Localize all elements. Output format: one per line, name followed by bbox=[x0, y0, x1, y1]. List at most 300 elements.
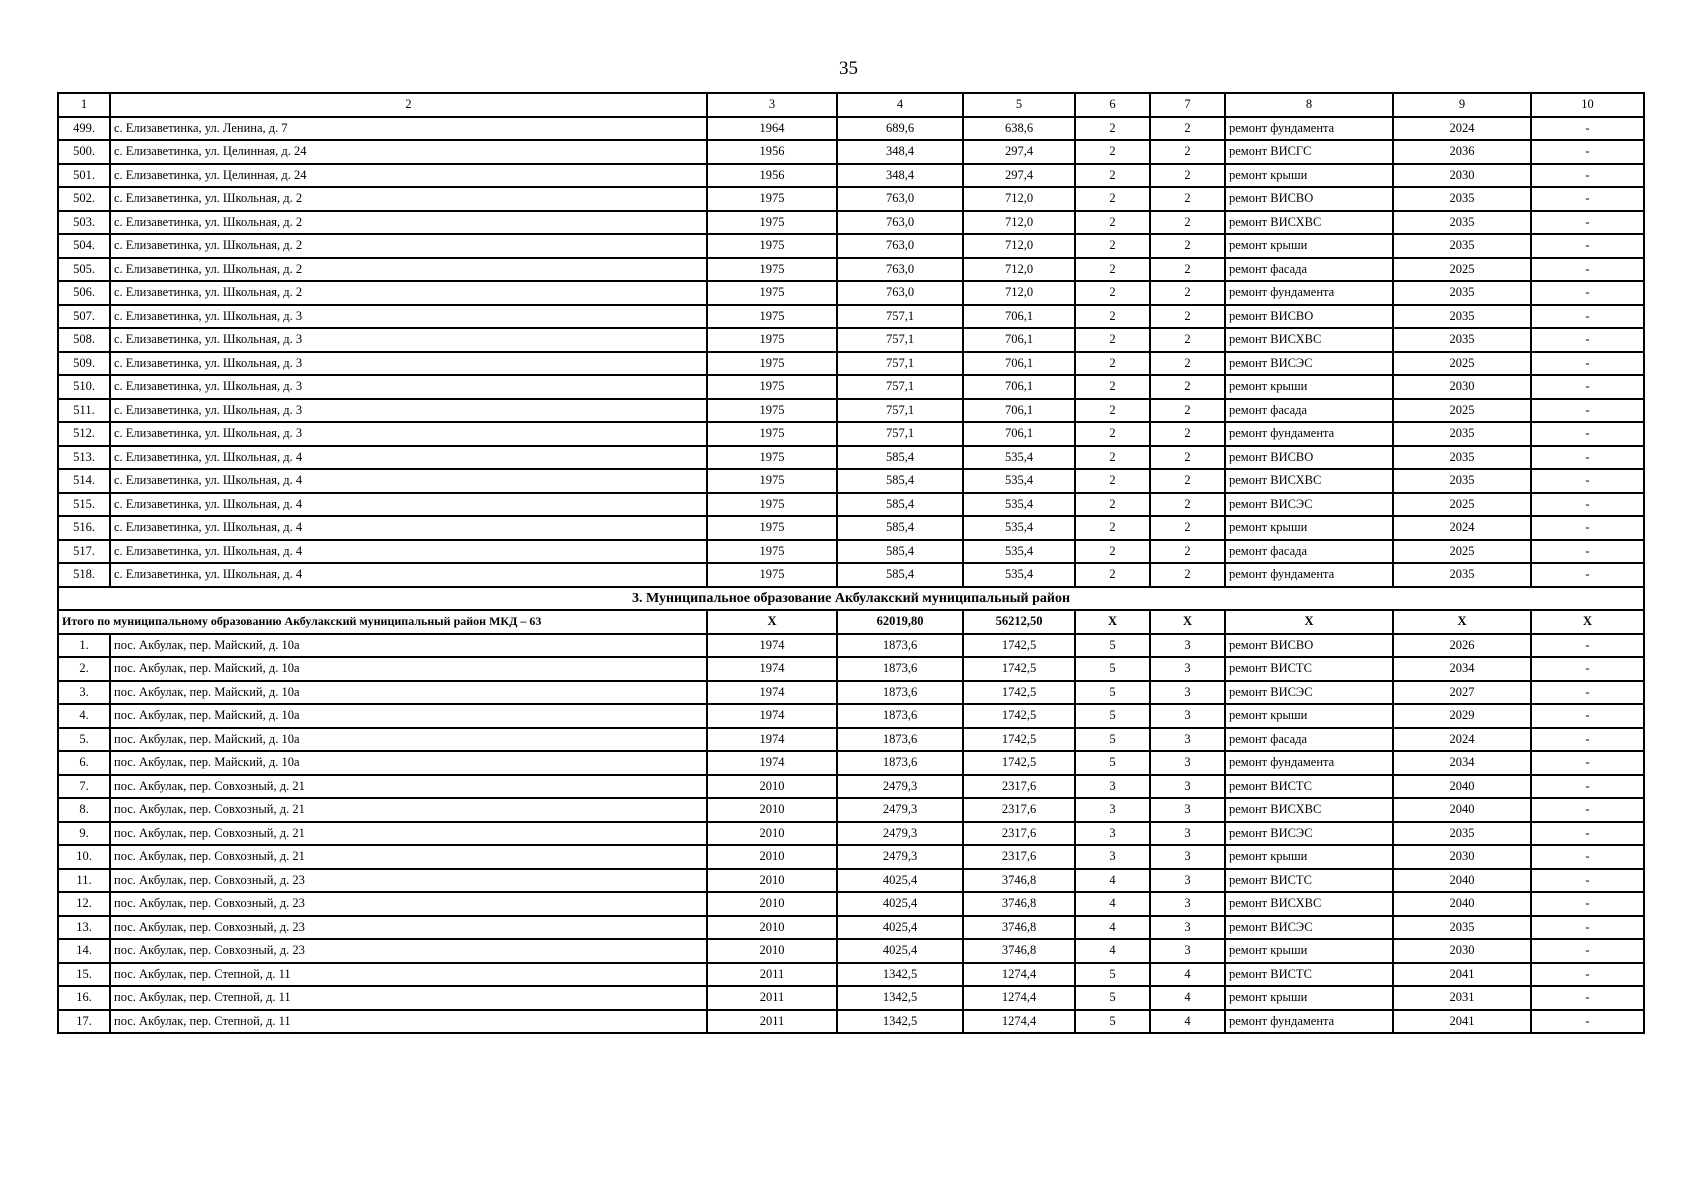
address-cell: с. Елизаветинка, ул. Школьная, д. 3 bbox=[110, 305, 707, 329]
floors-cell: 2 bbox=[1075, 281, 1150, 305]
address-cell: с. Елизаветинка, ул. Школьная, д. 4 bbox=[110, 516, 707, 540]
total-area-cell: 1873,6 bbox=[837, 634, 963, 658]
floors-cell: 2 bbox=[1075, 446, 1150, 470]
column-number-row bbox=[58, 93, 1644, 117]
year-built-cell: 1975 bbox=[707, 422, 837, 446]
entrances-cell: 2 bbox=[1150, 422, 1225, 446]
address-cell: пос. Акбулак, пер. Совхозный, д. 23 bbox=[110, 869, 707, 893]
work-type-cell: ремонт ВИСВО bbox=[1225, 187, 1393, 211]
floors-cell: 5 bbox=[1075, 1010, 1150, 1034]
planned-year-cell: 2035 bbox=[1393, 281, 1531, 305]
note-cell: - bbox=[1531, 775, 1644, 799]
total-area-cell: 689,6 bbox=[837, 117, 963, 141]
living-area-cell: 3746,8 bbox=[963, 916, 1075, 940]
entrances-cell: 2 bbox=[1150, 187, 1225, 211]
year-built-cell: 2010 bbox=[707, 892, 837, 916]
planned-year-cell: 2031 bbox=[1393, 986, 1531, 1010]
address-cell: пос. Акбулак, пер. Совхозный, д. 21 bbox=[110, 845, 707, 869]
planned-year-cell: 2035 bbox=[1393, 822, 1531, 846]
address-cell: пос. Акбулак, пер. Совхозный, д. 21 bbox=[110, 822, 707, 846]
note-cell: - bbox=[1531, 234, 1644, 258]
work-type-cell: ремонт ВИСХВС bbox=[1225, 211, 1393, 235]
year-built-cell: 1974 bbox=[707, 681, 837, 705]
total-area-cell: 757,1 bbox=[837, 399, 963, 423]
row-number-cell: 510. bbox=[58, 375, 110, 399]
living-area-cell: 706,1 bbox=[963, 375, 1075, 399]
total-cell: Х bbox=[1075, 610, 1150, 634]
table-row bbox=[58, 187, 1644, 211]
living-area-cell: 712,0 bbox=[963, 258, 1075, 282]
total-area-cell: 757,1 bbox=[837, 328, 963, 352]
entrances-cell: 4 bbox=[1150, 986, 1225, 1010]
planned-year-cell: 2035 bbox=[1393, 422, 1531, 446]
total-area-cell: 348,4 bbox=[837, 164, 963, 188]
year-built-cell: 1974 bbox=[707, 728, 837, 752]
row-number-cell: 501. bbox=[58, 164, 110, 188]
total-area-cell: 1873,6 bbox=[837, 704, 963, 728]
table-row bbox=[58, 164, 1644, 188]
entrances-cell: 2 bbox=[1150, 258, 1225, 282]
entrances-cell: 3 bbox=[1150, 798, 1225, 822]
work-type-cell: ремонт фундамента bbox=[1225, 281, 1393, 305]
entrances-cell: 3 bbox=[1150, 775, 1225, 799]
entrances-cell: 3 bbox=[1150, 681, 1225, 705]
year-built-cell: 1975 bbox=[707, 469, 837, 493]
table-row bbox=[58, 234, 1644, 258]
row-number-cell: 499. bbox=[58, 117, 110, 141]
table-row bbox=[58, 305, 1644, 329]
note-cell: - bbox=[1531, 869, 1644, 893]
note-cell: - bbox=[1531, 446, 1644, 470]
entrances-cell: 2 bbox=[1150, 305, 1225, 329]
planned-year-cell: 2024 bbox=[1393, 728, 1531, 752]
planned-year-cell: 2030 bbox=[1393, 375, 1531, 399]
floors-cell: 4 bbox=[1075, 869, 1150, 893]
entrances-cell: 3 bbox=[1150, 634, 1225, 658]
work-type-cell: ремонт крыши bbox=[1225, 939, 1393, 963]
living-area-cell: 1742,5 bbox=[963, 681, 1075, 705]
address-cell: пос. Акбулак, пер. Совхозный, д. 23 bbox=[110, 892, 707, 916]
column-number: 6 bbox=[1075, 93, 1150, 117]
floors-cell: 2 bbox=[1075, 516, 1150, 540]
work-type-cell: ремонт ВИСЭС bbox=[1225, 822, 1393, 846]
total-cell: 56212,50 bbox=[963, 610, 1075, 634]
work-type-cell: ремонт фасада bbox=[1225, 399, 1393, 423]
planned-year-cell: 2025 bbox=[1393, 540, 1531, 564]
living-area-cell: 2317,6 bbox=[963, 798, 1075, 822]
note-cell: - bbox=[1531, 493, 1644, 517]
total-area-cell: 2479,3 bbox=[837, 822, 963, 846]
living-area-cell: 2317,6 bbox=[963, 845, 1075, 869]
note-cell: - bbox=[1531, 422, 1644, 446]
address-cell: пос. Акбулак, пер. Совхозный, д. 21 bbox=[110, 798, 707, 822]
section-2-rows bbox=[58, 117, 1644, 587]
floors-cell: 2 bbox=[1075, 234, 1150, 258]
total-area-cell: 585,4 bbox=[837, 446, 963, 470]
entrances-cell: 3 bbox=[1150, 822, 1225, 846]
row-number-cell: 505. bbox=[58, 258, 110, 282]
planned-year-cell: 2030 bbox=[1393, 164, 1531, 188]
note-cell: - bbox=[1531, 798, 1644, 822]
address-cell: с. Елизаветинка, ул. Школьная, д. 2 bbox=[110, 187, 707, 211]
column-number: 4 bbox=[837, 93, 963, 117]
note-cell: - bbox=[1531, 681, 1644, 705]
row-number-cell: 511. bbox=[58, 399, 110, 423]
work-type-cell: ремонт крыши bbox=[1225, 516, 1393, 540]
table-row bbox=[58, 916, 1644, 940]
floors-cell: 2 bbox=[1075, 117, 1150, 141]
planned-year-cell: 2027 bbox=[1393, 681, 1531, 705]
work-type-cell: ремонт ВИСВО bbox=[1225, 305, 1393, 329]
note-cell: - bbox=[1531, 399, 1644, 423]
total-area-cell: 1342,5 bbox=[837, 986, 963, 1010]
year-built-cell: 2010 bbox=[707, 939, 837, 963]
living-area-cell: 706,1 bbox=[963, 422, 1075, 446]
planned-year-cell: 2034 bbox=[1393, 751, 1531, 775]
planned-year-cell: 2035 bbox=[1393, 916, 1531, 940]
column-number: 8 bbox=[1225, 93, 1393, 117]
row-number-cell: 508. bbox=[58, 328, 110, 352]
table-row bbox=[58, 775, 1644, 799]
floors-cell: 3 bbox=[1075, 845, 1150, 869]
work-type-cell: ремонт ВИСХВС bbox=[1225, 328, 1393, 352]
year-built-cell: 1975 bbox=[707, 516, 837, 540]
table-row bbox=[58, 516, 1644, 540]
planned-year-cell: 2035 bbox=[1393, 328, 1531, 352]
address-cell: пос. Акбулак, пер. Майский, д. 10а bbox=[110, 704, 707, 728]
row-number-cell: 11. bbox=[58, 869, 110, 893]
note-cell: - bbox=[1531, 117, 1644, 141]
living-area-cell: 3746,8 bbox=[963, 869, 1075, 893]
row-number-cell: 1. bbox=[58, 634, 110, 658]
living-area-cell: 1742,5 bbox=[963, 704, 1075, 728]
row-number-cell: 13. bbox=[58, 916, 110, 940]
total-area-cell: 1873,6 bbox=[837, 751, 963, 775]
year-built-cell: 2010 bbox=[707, 869, 837, 893]
work-type-cell: ремонт фундамента bbox=[1225, 1010, 1393, 1034]
living-area-cell: 712,0 bbox=[963, 281, 1075, 305]
living-area-cell: 297,4 bbox=[963, 164, 1075, 188]
work-type-cell: ремонт фасада bbox=[1225, 258, 1393, 282]
table-row bbox=[58, 493, 1644, 517]
floors-cell: 2 bbox=[1075, 469, 1150, 493]
total-area-cell: 763,0 bbox=[837, 234, 963, 258]
year-built-cell: 1975 bbox=[707, 211, 837, 235]
living-area-cell: 1742,5 bbox=[963, 657, 1075, 681]
work-type-cell: ремонт ВИСВО bbox=[1225, 446, 1393, 470]
planned-year-cell: 2040 bbox=[1393, 775, 1531, 799]
floors-cell: 2 bbox=[1075, 493, 1150, 517]
address-cell: пос. Акбулак, пер. Степной, д. 11 bbox=[110, 1010, 707, 1034]
floors-cell: 3 bbox=[1075, 798, 1150, 822]
floors-cell: 2 bbox=[1075, 540, 1150, 564]
total-area-cell: 348,4 bbox=[837, 140, 963, 164]
floors-cell: 2 bbox=[1075, 258, 1150, 282]
planned-year-cell: 2030 bbox=[1393, 939, 1531, 963]
planned-year-cell: 2026 bbox=[1393, 634, 1531, 658]
floors-cell: 4 bbox=[1075, 892, 1150, 916]
note-cell: - bbox=[1531, 516, 1644, 540]
floors-cell: 2 bbox=[1075, 187, 1150, 211]
total-area-cell: 757,1 bbox=[837, 422, 963, 446]
work-type-cell: ремонт ВИСЭС bbox=[1225, 352, 1393, 376]
note-cell: - bbox=[1531, 211, 1644, 235]
table-row bbox=[58, 540, 1644, 564]
address-cell: с. Елизаветинка, ул. Школьная, д. 4 bbox=[110, 446, 707, 470]
entrances-cell: 2 bbox=[1150, 540, 1225, 564]
row-number-cell: 516. bbox=[58, 516, 110, 540]
planned-year-cell: 2040 bbox=[1393, 869, 1531, 893]
total-cell: Х bbox=[1531, 610, 1644, 634]
table-row bbox=[58, 281, 1644, 305]
work-type-cell: ремонт фундамента bbox=[1225, 422, 1393, 446]
planned-year-cell: 2024 bbox=[1393, 516, 1531, 540]
floors-cell: 5 bbox=[1075, 728, 1150, 752]
living-area-cell: 535,4 bbox=[963, 469, 1075, 493]
address-cell: с. Елизаветинка, ул. Школьная, д. 2 bbox=[110, 211, 707, 235]
note-cell: - bbox=[1531, 164, 1644, 188]
floors-cell: 3 bbox=[1075, 775, 1150, 799]
floors-cell: 2 bbox=[1075, 140, 1150, 164]
row-number-cell: 15. bbox=[58, 963, 110, 987]
total-area-cell: 585,4 bbox=[837, 563, 963, 587]
row-number-cell: 14. bbox=[58, 939, 110, 963]
total-area-cell: 1342,5 bbox=[837, 1010, 963, 1034]
address-cell: с. Елизаветинка, ул. Школьная, д. 4 bbox=[110, 493, 707, 517]
address-cell: с. Елизаветинка, ул. Школьная, д. 2 bbox=[110, 258, 707, 282]
work-type-cell: ремонт крыши bbox=[1225, 986, 1393, 1010]
living-area-cell: 535,4 bbox=[963, 563, 1075, 587]
year-built-cell: 1975 bbox=[707, 352, 837, 376]
total-cell: Х bbox=[1150, 610, 1225, 634]
living-area-cell: 1274,4 bbox=[963, 1010, 1075, 1034]
entrances-cell: 3 bbox=[1150, 704, 1225, 728]
floors-cell: 2 bbox=[1075, 211, 1150, 235]
entrances-cell: 2 bbox=[1150, 328, 1225, 352]
row-number-cell: 10. bbox=[58, 845, 110, 869]
living-area-cell: 706,1 bbox=[963, 305, 1075, 329]
year-built-cell: 1975 bbox=[707, 375, 837, 399]
work-type-cell: ремонт крыши bbox=[1225, 234, 1393, 258]
note-cell: - bbox=[1531, 963, 1644, 987]
address-cell: пос. Акбулак, пер. Совхозный, д. 23 bbox=[110, 916, 707, 940]
work-type-cell: ремонт ВИСЭС bbox=[1225, 493, 1393, 517]
note-cell: - bbox=[1531, 728, 1644, 752]
total-area-cell: 1342,5 bbox=[837, 963, 963, 987]
note-cell: - bbox=[1531, 563, 1644, 587]
entrances-cell: 3 bbox=[1150, 869, 1225, 893]
entrances-cell: 2 bbox=[1150, 493, 1225, 517]
entrances-cell: 3 bbox=[1150, 916, 1225, 940]
living-area-cell: 297,4 bbox=[963, 140, 1075, 164]
section-header-row bbox=[58, 587, 1644, 611]
floors-cell: 2 bbox=[1075, 352, 1150, 376]
address-cell: с. Елизаветинка, ул. Целинная, д. 24 bbox=[110, 164, 707, 188]
work-type-cell: ремонт ВИСХВС bbox=[1225, 798, 1393, 822]
work-type-cell: ремонт фасада bbox=[1225, 728, 1393, 752]
address-cell: с. Елизаветинка, ул. Целинная, д. 24 bbox=[110, 140, 707, 164]
living-area-cell: 712,0 bbox=[963, 234, 1075, 258]
total-area-cell: 1873,6 bbox=[837, 728, 963, 752]
work-type-cell: ремонт ВИСЭС bbox=[1225, 681, 1393, 705]
floors-cell: 2 bbox=[1075, 563, 1150, 587]
entrances-cell: 2 bbox=[1150, 563, 1225, 587]
table-row bbox=[58, 422, 1644, 446]
row-number-cell: 6. bbox=[58, 751, 110, 775]
planned-year-cell: 2036 bbox=[1393, 140, 1531, 164]
total-area-cell: 4025,4 bbox=[837, 869, 963, 893]
address-cell: пос. Акбулак, пер. Степной, д. 11 bbox=[110, 986, 707, 1010]
total-cell: Х bbox=[1393, 610, 1531, 634]
row-number-cell: 16. bbox=[58, 986, 110, 1010]
row-number-cell: 517. bbox=[58, 540, 110, 564]
living-area-cell: 1274,4 bbox=[963, 986, 1075, 1010]
year-built-cell: 1964 bbox=[707, 117, 837, 141]
column-number: 9 bbox=[1393, 93, 1531, 117]
floors-cell: 2 bbox=[1075, 305, 1150, 329]
page-number: 35 bbox=[839, 58, 858, 79]
floors-cell: 2 bbox=[1075, 422, 1150, 446]
table-row bbox=[58, 375, 1644, 399]
note-cell: - bbox=[1531, 916, 1644, 940]
floors-cell: 4 bbox=[1075, 916, 1150, 940]
table-row bbox=[58, 1010, 1644, 1034]
note-cell: - bbox=[1531, 939, 1644, 963]
address-cell: с. Елизаветинка, ул. Школьная, д. 2 bbox=[110, 281, 707, 305]
entrances-cell: 2 bbox=[1150, 446, 1225, 470]
note-cell: - bbox=[1531, 845, 1644, 869]
work-type-cell: ремонт крыши bbox=[1225, 845, 1393, 869]
table-row bbox=[58, 869, 1644, 893]
table-row bbox=[58, 751, 1644, 775]
work-type-cell: ремонт ВИСГС bbox=[1225, 140, 1393, 164]
note-cell: - bbox=[1531, 704, 1644, 728]
total-label: Итого по муниципальному образованию Акбулакский муниципальный район МКД – 63 bbox=[58, 610, 707, 634]
living-area-cell: 1742,5 bbox=[963, 728, 1075, 752]
year-built-cell: 1975 bbox=[707, 493, 837, 517]
living-area-cell: 706,1 bbox=[963, 328, 1075, 352]
table-row bbox=[58, 939, 1644, 963]
section-title: 3. Муниципальное образование Акбулакский муниципальный район bbox=[58, 587, 1644, 611]
address-cell: пос. Акбулак, пер. Степной, д. 11 bbox=[110, 963, 707, 987]
entrances-cell: 3 bbox=[1150, 845, 1225, 869]
entrances-cell: 3 bbox=[1150, 657, 1225, 681]
address-cell: с. Елизаветинка, ул. Школьная, д. 3 bbox=[110, 422, 707, 446]
total-area-cell: 2479,3 bbox=[837, 798, 963, 822]
year-built-cell: 2010 bbox=[707, 822, 837, 846]
floors-cell: 5 bbox=[1075, 681, 1150, 705]
address-cell: с. Елизаветинка, ул. Школьная, д. 3 bbox=[110, 375, 707, 399]
entrances-cell: 4 bbox=[1150, 963, 1225, 987]
year-built-cell: 1975 bbox=[707, 563, 837, 587]
planned-year-cell: 2025 bbox=[1393, 352, 1531, 376]
planned-year-cell: 2025 bbox=[1393, 399, 1531, 423]
planned-year-cell: 2040 bbox=[1393, 892, 1531, 916]
total-area-cell: 4025,4 bbox=[837, 939, 963, 963]
address-cell: пос. Акбулак, пер. Майский, д. 10а bbox=[110, 728, 707, 752]
year-built-cell: 2011 bbox=[707, 963, 837, 987]
work-type-cell: ремонт крыши bbox=[1225, 164, 1393, 188]
address-cell: с. Елизаветинка, ул. Школьная, д. 3 bbox=[110, 399, 707, 423]
year-built-cell: 1974 bbox=[707, 634, 837, 658]
year-built-cell: 2010 bbox=[707, 775, 837, 799]
address-cell: пос. Акбулак, пер. Совхозный, д. 23 bbox=[110, 939, 707, 963]
work-type-cell: ремонт ВИСТС bbox=[1225, 657, 1393, 681]
floors-cell: 2 bbox=[1075, 399, 1150, 423]
year-built-cell: 1975 bbox=[707, 328, 837, 352]
year-built-cell: 1975 bbox=[707, 234, 837, 258]
year-built-cell: 1975 bbox=[707, 281, 837, 305]
living-area-cell: 638,6 bbox=[963, 117, 1075, 141]
planned-year-cell: 2024 bbox=[1393, 117, 1531, 141]
address-cell: с. Елизаветинка, ул. Школьная, д. 4 bbox=[110, 563, 707, 587]
note-cell: - bbox=[1531, 187, 1644, 211]
table-row bbox=[58, 328, 1644, 352]
floors-cell: 2 bbox=[1075, 328, 1150, 352]
work-type-cell: ремонт фундамента bbox=[1225, 117, 1393, 141]
planned-year-cell: 2029 bbox=[1393, 704, 1531, 728]
work-type-cell: ремонт фундамента bbox=[1225, 751, 1393, 775]
planned-year-cell: 2035 bbox=[1393, 563, 1531, 587]
planned-year-cell: 2035 bbox=[1393, 305, 1531, 329]
total-area-cell: 763,0 bbox=[837, 281, 963, 305]
address-cell: пос. Акбулак, пер. Майский, д. 10а bbox=[110, 681, 707, 705]
row-number-cell: 500. bbox=[58, 140, 110, 164]
planned-year-cell: 2035 bbox=[1393, 446, 1531, 470]
row-number-cell: 4. bbox=[58, 704, 110, 728]
row-number-cell: 3. bbox=[58, 681, 110, 705]
planned-year-cell: 2035 bbox=[1393, 187, 1531, 211]
planned-year-cell: 2034 bbox=[1393, 657, 1531, 681]
address-cell: с. Елизаветинка, ул. Ленина, д. 7 bbox=[110, 117, 707, 141]
table-row bbox=[58, 845, 1644, 869]
table-row bbox=[58, 822, 1644, 846]
note-cell: - bbox=[1531, 657, 1644, 681]
year-built-cell: 1975 bbox=[707, 187, 837, 211]
total-cell: Х bbox=[1225, 610, 1393, 634]
year-built-cell: 1974 bbox=[707, 657, 837, 681]
living-area-cell: 535,4 bbox=[963, 446, 1075, 470]
work-type-cell: ремонт крыши bbox=[1225, 704, 1393, 728]
living-area-cell: 712,0 bbox=[963, 187, 1075, 211]
floors-cell: 5 bbox=[1075, 634, 1150, 658]
entrances-cell: 3 bbox=[1150, 892, 1225, 916]
table-row bbox=[58, 681, 1644, 705]
living-area-cell: 712,0 bbox=[963, 211, 1075, 235]
table-row bbox=[58, 446, 1644, 470]
column-number: 1 bbox=[58, 93, 110, 117]
row-number-cell: 5. bbox=[58, 728, 110, 752]
address-cell: пос. Акбулак, пер. Майский, д. 10а bbox=[110, 751, 707, 775]
total-area-cell: 1873,6 bbox=[837, 657, 963, 681]
table-row bbox=[58, 728, 1644, 752]
entrances-cell: 3 bbox=[1150, 751, 1225, 775]
year-built-cell: 1975 bbox=[707, 446, 837, 470]
note-cell: - bbox=[1531, 281, 1644, 305]
year-built-cell: 2010 bbox=[707, 798, 837, 822]
entrances-cell: 2 bbox=[1150, 281, 1225, 305]
living-area-cell: 535,4 bbox=[963, 540, 1075, 564]
column-number: 2 bbox=[110, 93, 707, 117]
work-type-cell: ремонт ВИСЭС bbox=[1225, 916, 1393, 940]
total-cell: 62019,80 bbox=[837, 610, 963, 634]
floors-cell: 5 bbox=[1075, 986, 1150, 1010]
column-number: 7 bbox=[1150, 93, 1225, 117]
row-number-cell: 515. bbox=[58, 493, 110, 517]
planned-year-cell: 2030 bbox=[1393, 845, 1531, 869]
table-row bbox=[58, 258, 1644, 282]
row-number-cell: 518. bbox=[58, 563, 110, 587]
